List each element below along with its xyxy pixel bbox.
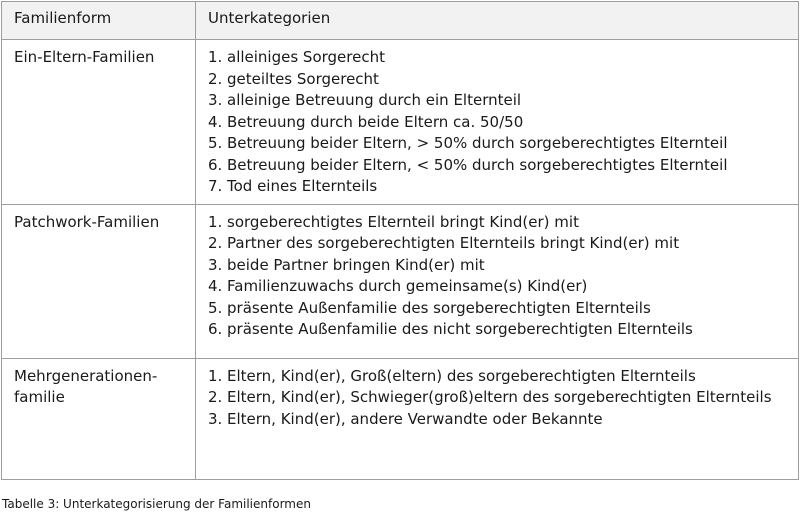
list-item <box>208 112 792 134</box>
table-header-row <box>2 2 799 40</box>
item-number: 5. <box>208 298 223 317</box>
item-number: 4. <box>208 112 223 131</box>
item-text: Betreuung durch beide Eltern ca. 50/50 <box>227 112 524 131</box>
item-text: alleinige Betreuung durch ein Elternteil <box>227 91 522 109</box>
item-number: 3. <box>208 91 223 109</box>
item-number: 2. <box>208 69 223 88</box>
list-item <box>208 409 792 431</box>
item-number: 2. <box>208 388 223 406</box>
item-number: 6. <box>208 320 223 338</box>
item-text: präsente Außenfamilie des nicht sorgeberechtigten Elternteils <box>227 320 693 338</box>
item-text: beide Partner bringen Kind(er) mit <box>227 255 485 274</box>
item-text: Familienzuwachs durch gemeinsame(s) Kind(er) <box>227 277 588 295</box>
table-row <box>2 358 799 479</box>
list-item <box>208 298 792 320</box>
subcategory-list <box>208 47 792 198</box>
list-item <box>208 319 792 341</box>
table-caption: Tabelle 3: Unterkategorisierung der Familienformen <box>2 497 311 511</box>
category-cell: Patchwork-Familien <box>2 204 196 358</box>
item-number: 3. <box>208 409 223 428</box>
subcategory-cell <box>196 358 799 479</box>
list-item <box>208 155 792 177</box>
category-text-line: Mehrgenerationen- <box>14 366 158 385</box>
list-item <box>208 47 792 69</box>
family-forms-table <box>1 1 799 480</box>
list-item <box>208 233 792 255</box>
list-item <box>208 133 792 155</box>
item-text: Partner des sorgeberechtigten Elternteils bringt Kind(er) mit <box>227 234 680 252</box>
item-number: 1. <box>208 48 223 66</box>
header-familienform: Familienform <box>2 2 196 40</box>
item-text: Tod eines Elternteils <box>227 177 378 195</box>
item-text: Eltern, Kind(er), Schwieger(groß)eltern des sorgeberechtigten Elternteils <box>227 388 772 406</box>
item-number: 7. <box>208 177 223 195</box>
item-number: 1. <box>208 212 223 231</box>
item-number: 2. <box>208 234 223 252</box>
item-text: geteiltes Sorgerecht <box>227 69 379 88</box>
list-item <box>208 255 792 277</box>
list-item <box>208 176 792 198</box>
item-text: Betreuung beider Eltern, < 50% durch sorgeberechtigtes Elternteil <box>227 155 728 174</box>
subcategory-list <box>208 366 792 431</box>
item-text: alleiniges Sorgerecht <box>227 48 385 66</box>
item-number: 5. <box>208 134 223 152</box>
subcategory-cell <box>196 204 799 358</box>
item-text: Eltern, Kind(er), Groß(eltern) des sorgeberechtigten Elternteils <box>227 366 696 385</box>
table-row <box>2 204 799 358</box>
subcategory-list <box>208 212 792 341</box>
item-number: 6. <box>208 155 223 174</box>
list-item <box>208 366 792 388</box>
category-cell <box>2 358 196 479</box>
item-text: Betreuung beider Eltern, > 50% durch sorgeberechtigtes Elternteil <box>227 134 728 152</box>
list-item <box>208 387 792 409</box>
list-item <box>208 90 792 112</box>
item-text: Eltern, Kind(er), andere Verwandte oder Bekannte <box>227 409 603 428</box>
subcategory-cell <box>196 40 799 205</box>
list-item <box>208 276 792 298</box>
header-unterkategorien: Unterkategorien <box>196 2 799 40</box>
table-header <box>2 2 799 40</box>
list-item <box>208 69 792 91</box>
item-number: 4. <box>208 277 223 295</box>
item-text: sorgeberechtigtes Elternteil bringt Kind(er) mit <box>227 212 579 231</box>
list-item <box>208 212 792 234</box>
table-row <box>2 40 799 205</box>
item-text: präsente Außenfamilie des sorgeberechtigten Elternteils <box>227 298 651 317</box>
item-number: 3. <box>208 255 223 274</box>
category-text-line: familie <box>14 388 65 406</box>
item-number: 1. <box>208 366 223 385</box>
category-cell: Ein-Eltern-Familien <box>2 40 196 205</box>
